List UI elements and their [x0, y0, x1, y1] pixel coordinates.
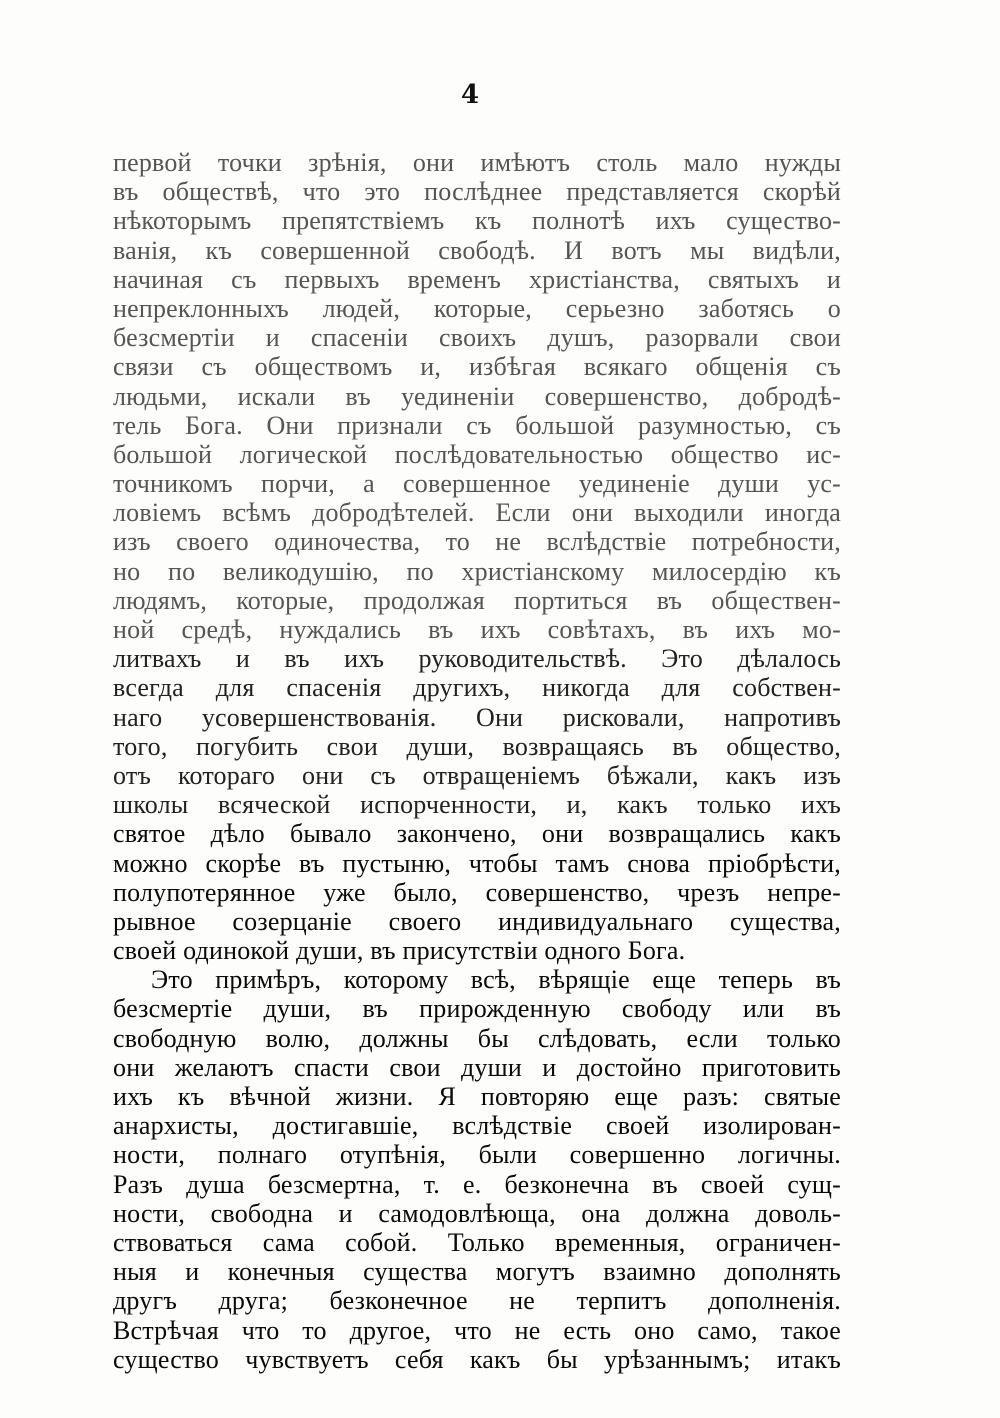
text-line: можно скорѣе въ пустыню, чтобы тамъ снова пріобрѣсти, [113, 848, 841, 878]
text-line: ванія, къ совершенной свободѣ. И вотъ мы видѣли, [113, 235, 841, 265]
text-line: ихъ къ вѣчной жизни. Я повторяю еще разъ: святые [113, 1082, 841, 1111]
text-line: рывное созерцаніе своего индивидуальнаго существа, [113, 906, 841, 936]
text-line: большой логической послѣдовательностью общество ис- [113, 439, 841, 469]
text-line: тель Бога. Они признали съ большой разумностью, съ [113, 410, 841, 440]
text-line: полупотерянное уже было, совершенство, чрезъ непре- [113, 877, 841, 907]
text-line: святое дѣло бывало закончено, они возвращались какъ [113, 819, 841, 849]
text-line: нѣкоторымъ препятствіемъ къ полнотѣ ихъ существо- [113, 206, 841, 236]
page-number: 4 [460, 80, 480, 110]
text-line: ствоваться сама собой. Только временныя, ограничен- [113, 1227, 841, 1257]
text-line: безсмертіи и спасеніи своихъ душъ, разорвали свои [113, 323, 841, 353]
text-line: отъ котораго они съ отвращеніемъ бѣжали, какъ изъ [113, 760, 841, 790]
text-line: ловіемъ всѣмъ добродѣтелей. Если они выходили иногда [113, 498, 841, 528]
text-line: ныя и конечныя существа могутъ взаимно дополнять [113, 1257, 841, 1287]
text-line: анархисты, достигавшіе, вслѣдствіе своей изолирован- [113, 1111, 841, 1141]
text-line: ности, свободна и самодовлѣюща, она должна доволь- [113, 1198, 841, 1228]
text-line: другъ друга; безконечное не терпитъ дополненія. [113, 1286, 841, 1316]
text-line: Разъ душа безсмертна, т. е. безконечна въ своей сущ- [113, 1169, 841, 1199]
text-line: начиная съ первыхъ временъ христіанства, святыхъ и [113, 264, 841, 294]
text-line: существо чувствуетъ себя какъ бы урѣзаннымъ; итакъ [113, 1344, 841, 1374]
text-line: связи съ обществомъ и, избѣгая всякаго общенія съ [113, 352, 841, 382]
text-line: ной средѣ, нуждались въ ихъ совѣтахъ, въ ихъ мо- [113, 615, 841, 644]
text-line: первой точки зрѣнія, они имѣютъ столь мало нужды [113, 148, 841, 177]
text-line: безсмертіе души, въ прирожденную свободу или въ [113, 994, 841, 1024]
text-line: школы всяческой испорченности, и, какъ только ихъ [113, 790, 841, 820]
text-line: людямъ, которые, продолжая портиться въ обществен- [113, 585, 841, 615]
text-line: всегда для спасенія другихъ, никогда для собствен- [113, 673, 841, 703]
text-line: но по великодушію, по христіанскому милосердію къ [113, 556, 841, 586]
text-line: наго усовершенствованія. Они рисковали, напротивъ [113, 702, 841, 732]
text-line: Встрѣчая что то другое, что не есть оно само, такое [113, 1315, 841, 1345]
text-line: Это примѣръ, которому всѣ, вѣрящіе еще теперь въ [151, 965, 841, 995]
text-line: свободную волю, должны бы слѣдовать, если только [113, 1023, 841, 1053]
text-line: ности, полнаго отупѣнія, были совершенно логичны. [113, 1140, 841, 1170]
text-line: того, погубить свои души, возвращаясь въ общество, [113, 731, 841, 761]
text-line: они желаютъ спасти свои души и достойно приготовить [113, 1052, 841, 1082]
text-line: людьми, искали въ уединеніи совершенство, добродѣ- [113, 381, 841, 411]
text-line: точникомъ порчи, а совершенное уединеніе души ус- [113, 469, 841, 499]
text-line: въ обществѣ, что это послѣднее представляется скорѣй [113, 177, 841, 207]
text-line: непреклонныхъ людей, которые, серьезно заботясь о [113, 293, 841, 323]
text-line: изъ своего одиночества, то не вслѣдствіе потребности, [113, 527, 841, 557]
body-text [113, 148, 841, 1374]
text-line: литвахъ и въ ихъ руководительствѣ. Это дѣлалось [113, 644, 841, 674]
text-line: своей одинокой души, въ присутствіи одного Бога. [113, 936, 686, 966]
